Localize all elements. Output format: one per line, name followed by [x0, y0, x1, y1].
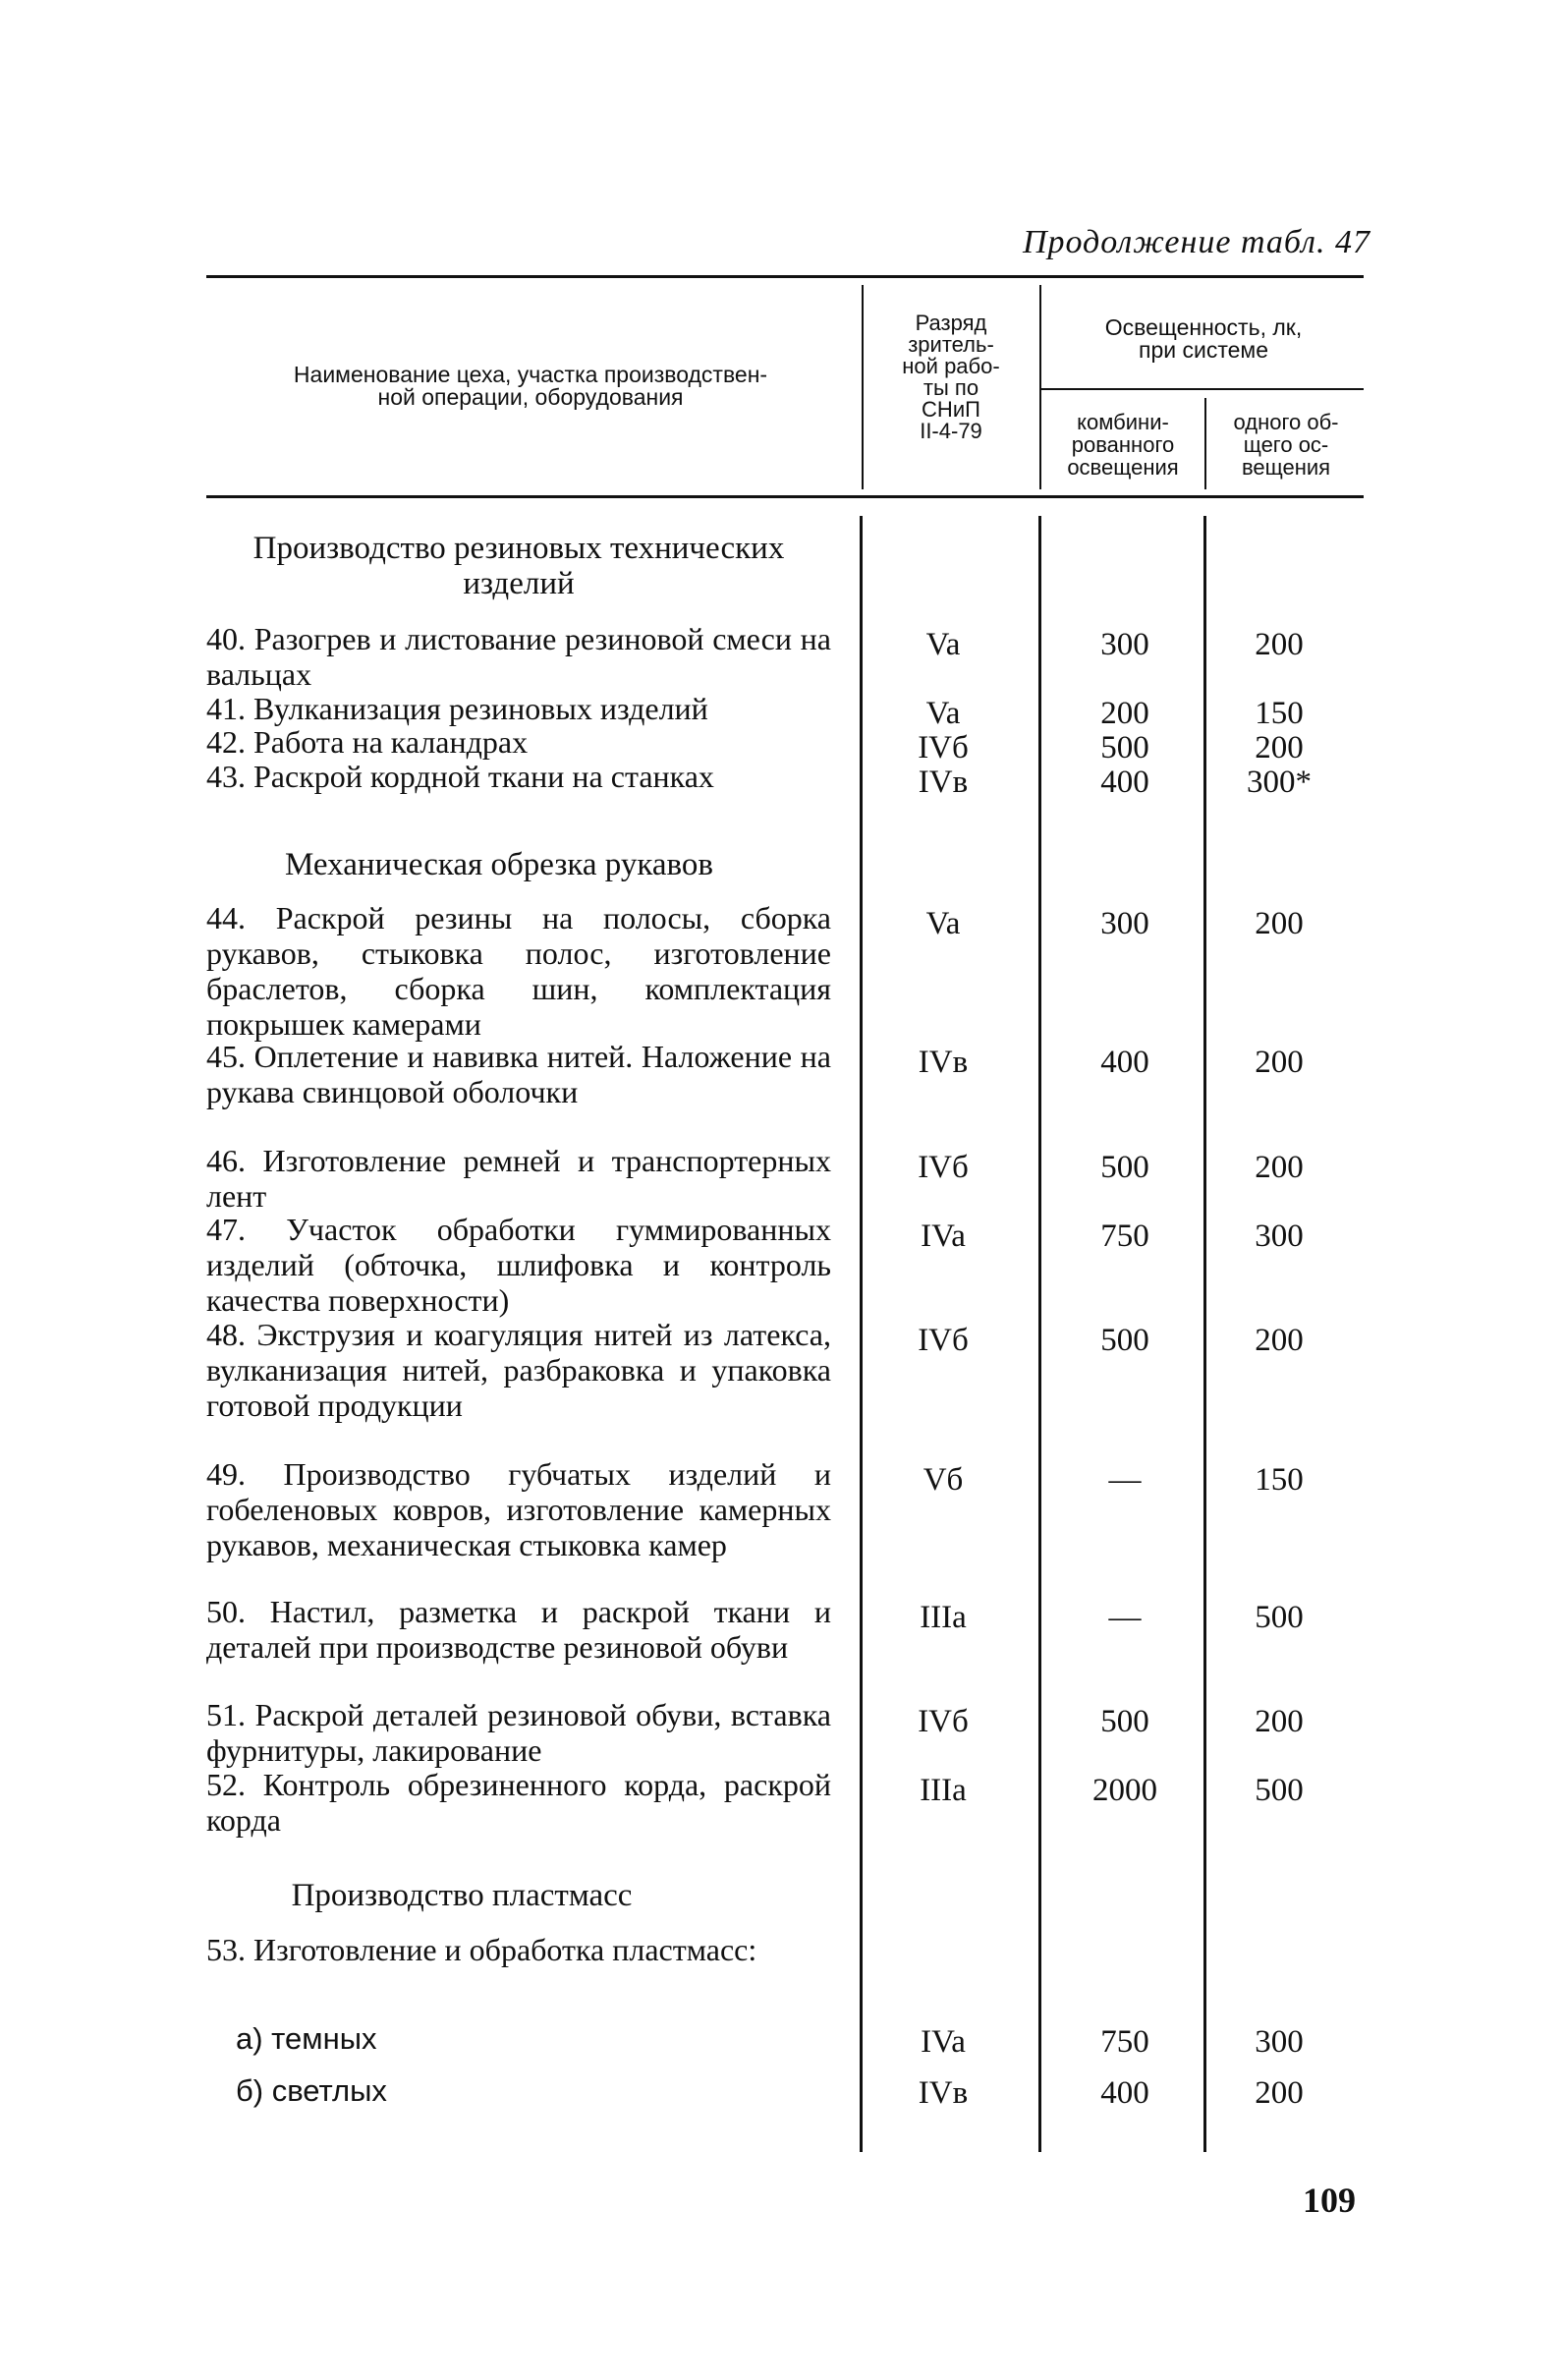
- table-subrow-a-grade: IVa: [921, 2024, 966, 2060]
- table-subrow-a-combined: 750: [1100, 2024, 1149, 2060]
- table-row-40-general: 200: [1255, 627, 1304, 662]
- table-row-44-grade: Va: [925, 906, 961, 941]
- table-row-47-grade: IVa: [921, 1218, 966, 1254]
- table-subrow-b-grade: IVв: [918, 2075, 969, 2111]
- table-row-44-name: 44. Раскрой резины на полосы, сборка рукавов, стыковка полос, изготовление браслетов, сборка шин, комплектация покрышек камерами: [206, 900, 831, 1042]
- table-row-42-general: 200: [1255, 730, 1304, 765]
- table-row-48-grade: IVб: [918, 1323, 969, 1358]
- table-row-52-combined: 2000: [1092, 1773, 1157, 1808]
- header-col-divider-1: [862, 285, 864, 489]
- table-row-43-grade: IVв: [918, 765, 969, 800]
- table-row-47-combined: 750: [1100, 1218, 1149, 1254]
- table-row-44-combined: 300: [1100, 906, 1149, 941]
- table-row-49-combined: —: [1108, 1462, 1142, 1498]
- header-name-column: Наименование цеха, участка производствен- ной операции, оборудования: [293, 362, 768, 410]
- table-row-41-grade: Va: [925, 696, 961, 731]
- table-row-50-combined: —: [1108, 1600, 1142, 1635]
- table-row-49-grade: Vб: [923, 1462, 964, 1498]
- table-row-47-general: 300: [1255, 1218, 1304, 1254]
- table-subrow-a-name: а) темных: [236, 2021, 377, 2056]
- table-row-41-general: 150: [1255, 696, 1304, 731]
- header-general-column: одного об- щего ос- вещения: [1233, 410, 1339, 480]
- table-row-42-name: 42. Работа на каландрах: [206, 724, 529, 760]
- table-row-50-grade: IIIa: [920, 1600, 967, 1635]
- table-row-45-combined: 400: [1100, 1045, 1149, 1080]
- table-row-47-name: 47. Участок обработки гуммированных изделий (обточка, шлифовка и контроль качества поверхности): [206, 1212, 831, 1318]
- table-row-49-general: 150: [1255, 1462, 1304, 1498]
- table-row-50-general: 500: [1255, 1600, 1304, 1635]
- table-row-52-grade: IIIa: [920, 1773, 967, 1808]
- table-row-45-general: 200: [1255, 1045, 1304, 1080]
- table-row-48-general: 200: [1255, 1323, 1304, 1358]
- table-row-49-name: 49. Производство губчатых изделий и гобеленовых ковров, изготовление камерных рукавов, механическая стыковка камер: [206, 1456, 831, 1562]
- table-row-43-name: 43. Раскрой кордной ткани на станках: [206, 759, 714, 794]
- table-row-53-name: 53. Изготовление и обработка пластмасс:: [206, 1932, 757, 1967]
- header-combined-column: комбини- рованного освещения: [1067, 410, 1179, 480]
- body-col-divider-1: [860, 516, 863, 2152]
- header-illumination-column: Освещенность, лк, при системе: [1104, 314, 1303, 363]
- table-row-51-grade: IVб: [918, 1704, 969, 1739]
- table-row-41-name: 41. Вулканизация резиновых изделий: [206, 691, 708, 726]
- table-row-52-general: 500: [1255, 1773, 1304, 1808]
- section-title-plastics: Производство пластмасс: [291, 1878, 633, 1913]
- table-row-41-combined: 200: [1100, 696, 1149, 731]
- table-row-46-general: 200: [1255, 1150, 1304, 1185]
- table-top-rule: [206, 275, 1364, 278]
- table-row-52-name: 52. Контроль обрезиненного корда, раскрой корда: [206, 1767, 831, 1838]
- table-subrow-b-combined: 400: [1100, 2075, 1149, 2111]
- table-row-45-name: 45. Оплетение и навивка нитей. Наложение на рукава свинцовой оболочки: [206, 1039, 831, 1109]
- table-subrow-b-general: 200: [1255, 2075, 1304, 2111]
- table-row-46-grade: IVб: [918, 1150, 969, 1185]
- table-row-42-grade: IVб: [918, 730, 969, 765]
- table-row-40-grade: Va: [925, 627, 961, 662]
- header-col-divider-3: [1204, 398, 1206, 489]
- table-row-42-combined: 500: [1100, 730, 1149, 765]
- table-row-40-combined: 300: [1100, 627, 1149, 662]
- table-row-43-combined: 400: [1100, 765, 1149, 800]
- header-col-divider-2: [1039, 285, 1041, 489]
- section-title-rubber-products: Производство резиновых технических изделий: [252, 531, 785, 601]
- table-row-46-combined: 500: [1100, 1150, 1149, 1185]
- table-row-48-combined: 500: [1100, 1323, 1149, 1358]
- illum-subheader-rule: [1041, 388, 1364, 390]
- section-title-hose-trimming: Механическая обрезка рукавов: [285, 847, 713, 882]
- table-subrow-b-name: б) светлых: [236, 2073, 387, 2108]
- table-row-50-name: 50. Настил, разметка и раскрой ткани и деталей при производстве резиновой обуви: [206, 1594, 831, 1665]
- table-row-40-name: 40. Разогрев и листование резиновой смеси на вальцах: [206, 621, 831, 692]
- table-row-48-name: 48. Экструзия и коагуляция нитей из латекса, вулканизация нитей, разбраковка и упаковка готовой продукции: [206, 1317, 831, 1423]
- table-row-51-name: 51. Раскрой деталей резиновой обуви, вставка фурнитуры, лакирование: [206, 1697, 831, 1768]
- page-number: 109: [1303, 2181, 1356, 2220]
- header-bottom-rule: [206, 495, 1364, 498]
- table-row-51-combined: 500: [1100, 1704, 1149, 1739]
- table-row-51-general: 200: [1255, 1704, 1304, 1739]
- table-row-45-grade: IVв: [918, 1045, 969, 1080]
- header-grade-column: Разряд зритель- ной рабо- ты по СНиП II-4-79: [902, 311, 1000, 443]
- table-continuation-caption: Продолжение табл. 47: [1022, 224, 1370, 260]
- table-row-44-general: 200: [1255, 906, 1304, 941]
- table-row-43-general: 300*: [1247, 765, 1312, 800]
- table-row-46-name: 46. Изготовление ремней и транспортерных лент: [206, 1143, 831, 1214]
- table-subrow-a-general: 300: [1255, 2024, 1304, 2060]
